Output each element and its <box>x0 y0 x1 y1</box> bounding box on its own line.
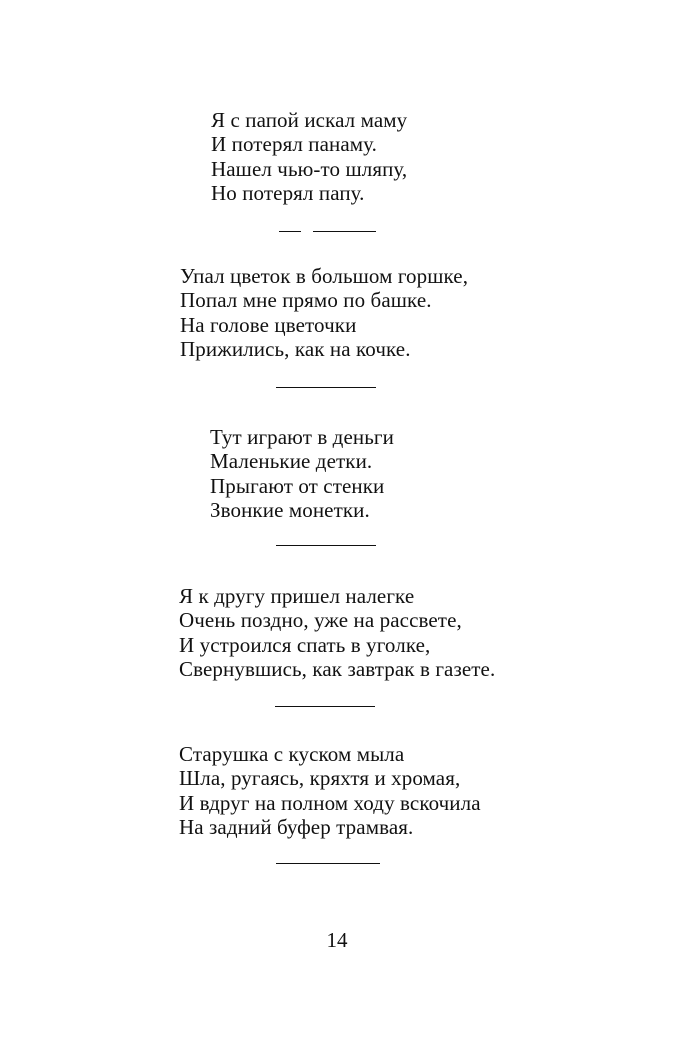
stanza-3 <box>210 425 394 522</box>
poem-line: Шла, ругаясь, кряхтя и хромая, <box>179 766 461 791</box>
section-divider <box>313 231 376 232</box>
poem-line: На задний буфер трамвая. <box>179 814 414 839</box>
poem-line: Старушка с куском мыла <box>179 742 405 766</box>
poem-line: Я с папой искал маму <box>211 108 408 132</box>
poem-line: Очень поздно, уже на рассвете, <box>179 608 462 633</box>
stanza-5 <box>179 742 481 839</box>
section-divider <box>279 231 301 232</box>
poem-line: Свернувшись, как завтрак в газете. <box>179 656 496 681</box>
poem-line: Прыгают от стенки <box>210 473 385 498</box>
poem-line: Упал цветок в большом горшке, <box>180 264 469 288</box>
poem-line: Звонкие монетки. <box>210 497 370 522</box>
poem-line: Тут играют в деньги <box>210 425 394 449</box>
page-number: 14 <box>326 928 348 952</box>
stanza-1 <box>211 108 407 205</box>
section-divider <box>276 387 376 388</box>
stanza-4 <box>179 584 495 681</box>
poem-line: Прижились, как на кочке. <box>180 336 411 361</box>
poem-line: Нашел чью-то шляпу, <box>211 156 408 181</box>
poem-line: И вдруг на полном ходу вскочила <box>179 790 481 815</box>
poem-line: И устроился спать в уголке, <box>179 632 431 657</box>
stanza-2 <box>180 264 468 361</box>
poem-line: И потерял панаму. <box>211 132 378 157</box>
poem-line: Попал мне прямо по башке. <box>180 288 432 313</box>
poem-line: Я к другу пришел налегке <box>179 584 415 608</box>
poem-line: На голове цветочки <box>180 312 357 337</box>
poem-line: Но потерял папу. <box>211 180 365 205</box>
section-divider <box>275 706 375 707</box>
section-divider <box>276 545 376 546</box>
poem-line: Маленькие детки. <box>210 449 373 474</box>
section-divider <box>276 863 380 864</box>
